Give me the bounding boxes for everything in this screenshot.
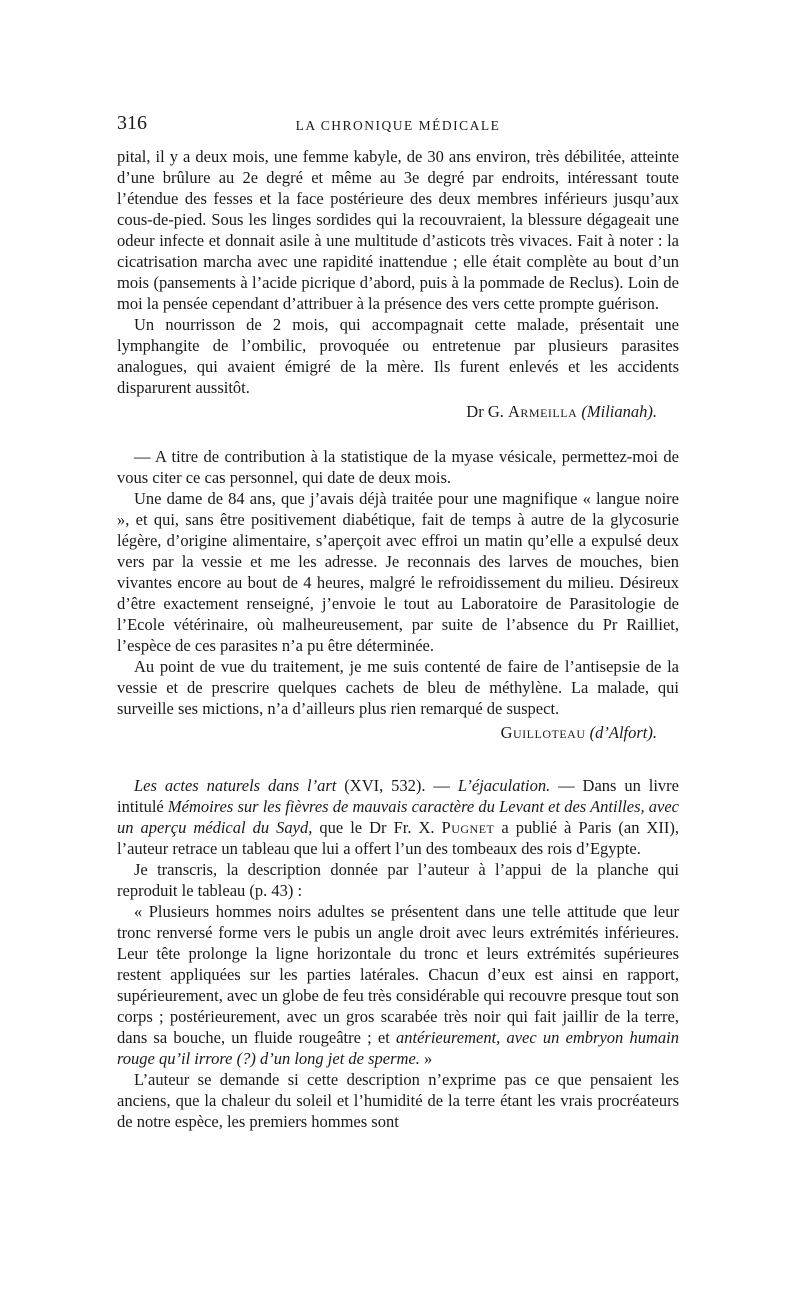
paragraph: pital, il y a deux mois, une femme kabyle, de 30 ans environ, très débilitée, atteinte d’une brûlure au 2e degré et même au 3e degré par endroits, intéressant toute l’étendue des fesses et la face postérieure des deux membres inférieurs jusqu’aux cous-de-pied. Sous les linges sordides qui la recouvraient, la blessure dégageait une odeur infecte et donnait asile à une multitude d’asticots très vivaces. Fait à noter : la cicatrisation marcha avec une rapidité inattendue ; elle était complète au bout d’un mois (pansements à l’acide picrique d’abord, puis à la pommade de Reclus). Loin de moi la pensée cependant d’attribuer à la présence des vers cette prompte guérison. xyxy=(117,147,679,313)
signature-name: Guilloteau xyxy=(500,723,586,742)
signature-place: (d’Alfort). xyxy=(589,723,657,742)
page-body xyxy=(117,146,679,1132)
text-run: — Dans un livre intitulé xyxy=(117,776,679,816)
page-number: 316 xyxy=(117,112,147,134)
text-run: « Plusieurs hommes noirs adultes se présentent dans une telle attitude que leur tronc renversé forme vers le pubis un angle droit avec leurs extrémités inférieures. Leur tête prolonge la ligne horizontale du tronc et leurs extrémités supérieures restent appliquées sur les parties latérales. Chacun d’eux est ainsi en rapport, supérieurement, avec un globe de feu très considérable qui recouvre presque tout son corps ; postérieurement, avec un gros scarabée très noir qui fait jaillir de la terre, dans sa bouche, un fluide rougeâtre ; et xyxy=(117,902,679,1047)
signature-name: Armeilla xyxy=(508,402,578,421)
paragraph: Je transcris, la description donnée par l’auteur à l’appui de la planche qui reproduit le tableau (p. 43) : xyxy=(117,860,679,900)
paragraph: L’auteur se demande si cette description n’exprime pas ce que pensaient les anciens, que la chaleur du soleil et l’humidité de la terre étant les vrais procréateurs de notre espèce, les premiers hommes sont xyxy=(117,1070,679,1131)
paragraph: — A titre de contribution à la statistique de la myase vésicale, permettez-moi de vous citer ce cas personnel, qui date de deux mois. xyxy=(117,447,679,487)
paragraph: Une dame de 84 ans, que j’avais déjà traitée pour une magnifique « langue noire », et qui, sans être positivement diabétique, fait de temps à autre de la glycosurie légère, d’origine alimentaire, s’aperçoit avec effroi un matin qu’elle a expulsé deux vers par la vessie et me les adresse. Je reconnais des larves de mouches, bien vivantes encore au bout de 4 heures, malgré le refroidissement du milieu. Désireux d’être exactement renseigné, j’envoie le tout au Laboratoire de Parasitologie de l’Ecole vétérinaire, où malheureusement, par suite de l’absence du Pr Railliet, l’espèce de ces parasites n’a pu être déterminée. xyxy=(117,489,679,655)
topic-title: Les actes naturels dans l’art xyxy=(134,776,337,795)
section-gap xyxy=(117,422,679,446)
text-run: » xyxy=(419,1049,433,1068)
book-title: Mémoires sur les fièvres de mauvais caractère du Levant et des Antilles, avec un aperçu médical du Sayd, xyxy=(117,797,680,837)
text-run: a publié à Paris (an XII), l’auteur retrace un tableau que lui a offert l’un des tombeaux des rois d’Egypte. xyxy=(117,818,680,858)
page-header xyxy=(117,112,679,140)
text-run: que le Dr Fr. X. xyxy=(312,818,442,837)
signature-place: (Milianah). xyxy=(581,402,657,421)
section-gap xyxy=(117,743,679,775)
paragraph xyxy=(117,775,679,859)
quotation xyxy=(117,901,679,1069)
running-title: LA CHRONIQUE MÉDICALE xyxy=(295,118,501,133)
paragraph: Un nourrisson de 2 mois, qui accompagnait cette malade, présentait une lymphangite de l’ombilic, provoquée ou entretenue par plusieurs parasites analogues, qui avaient émigré de la mère. Ils furent enlevés et les accidents disparurent aussitôt. xyxy=(117,315,679,397)
author-name: Pugnet xyxy=(441,818,495,837)
reference: (XVI, 532). — xyxy=(336,776,458,795)
signature xyxy=(117,722,657,743)
paragraph: Au point de vue du traitement, je me suis contenté de faire de l’antisepsie de la vessie et de prescrire quelques cachets de bleu de méthylène. La malade, qui surveille ses mictions, n’a d’ailleurs plus rien remarqué de suspect. xyxy=(117,657,679,718)
subtopic-title: L’éjaculation. xyxy=(457,776,551,795)
signature xyxy=(117,401,657,422)
signature-prefix: Dr G. xyxy=(466,402,504,421)
quotation-italic: antérieurement, avec un embryon humain rouge qu’il irrore (?) d’un long jet de sperme. xyxy=(117,1028,679,1068)
